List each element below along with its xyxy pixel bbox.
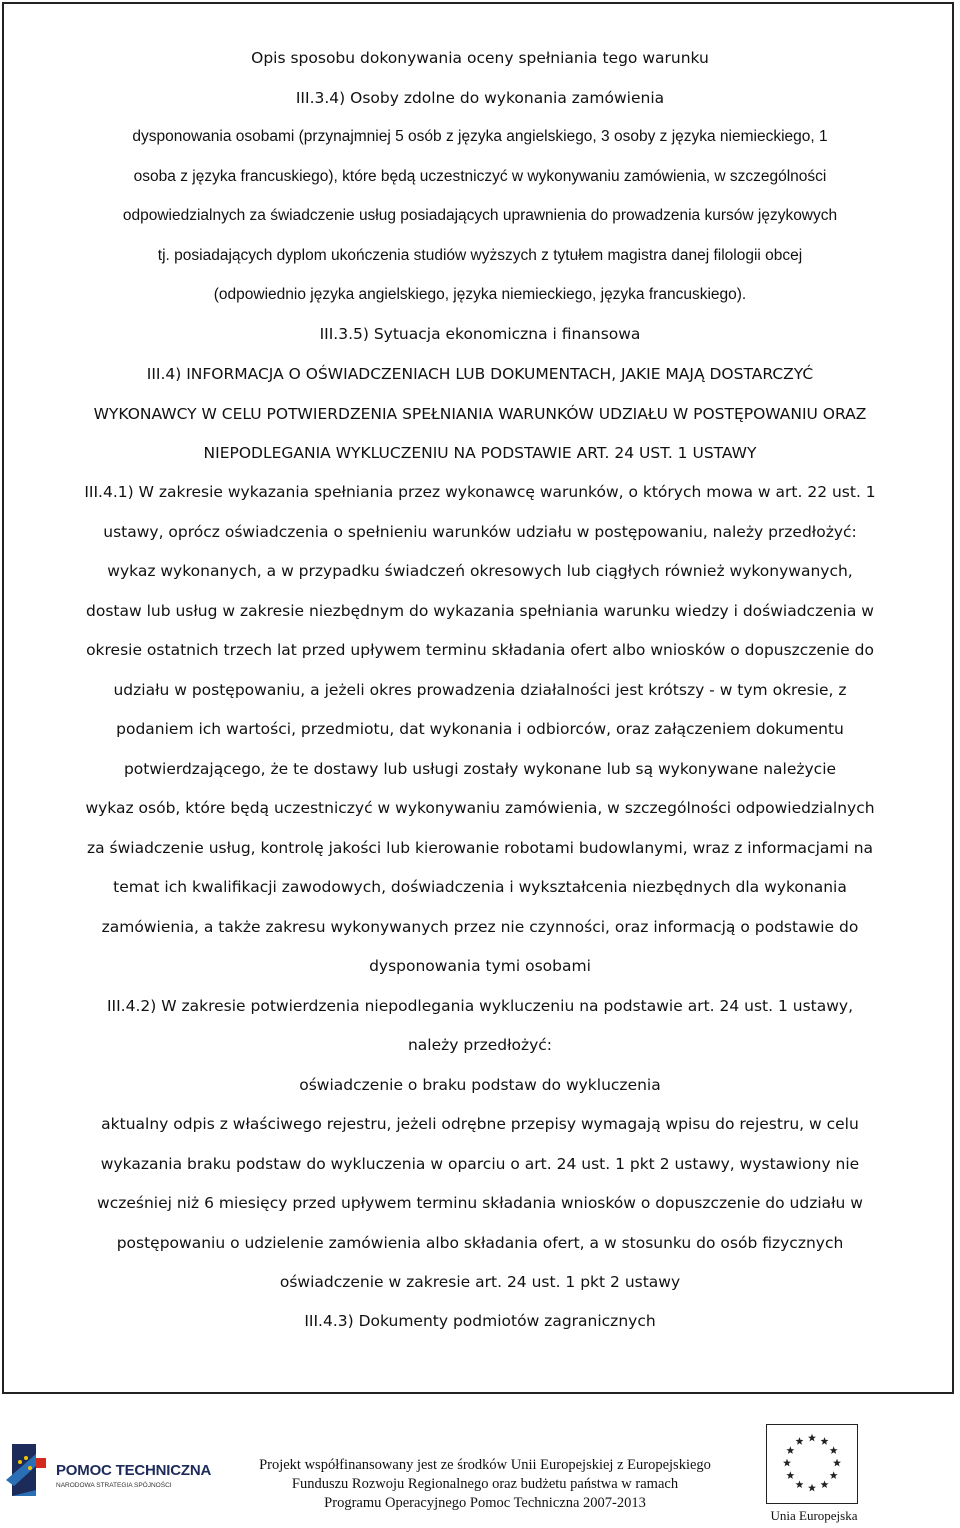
section-heading: III.3.5) Sytuacja ekonomiczna i finansowa: [319, 325, 641, 343]
section-heading: III.4.2) W zakresie potwierdzenia niepodlegania wykluczeniu na podstawie art. 24 ust. 1 ustawy,: [106, 997, 854, 1015]
text-line: tj. posiadających dyplom ukończenia studiów wyższych z tytułem magistra danej filologii obcej: [157, 247, 803, 264]
text-line: odpowiedzialnych za świadczenie usług posiadających uprawnienia do prowadzenia kursów językowych: [122, 207, 838, 224]
text-line: aktualny odpis z właściwego rejestru, jeżeli odrębne przepisy wymagają wpisu do rejestru, w celu: [101, 1115, 859, 1133]
eu-star-icon: [821, 1480, 829, 1488]
text-line: (odpowiednio języka angielskiego, języka niemieckiego, języka francuskiego).: [213, 286, 747, 303]
funding-note-line: Funduszu Rozwoju Regionalnego oraz budżetu państwa w ramach: [291, 1476, 679, 1492]
text-line: oświadczenie w zakresie art. 24 ust. 1 pkt 2 ustawy: [279, 1273, 681, 1291]
text-line: wcześniej niż 6 miesięcy przed upływem terminu składania wniosków o dopuszczenie do udziału w: [97, 1194, 863, 1212]
section-heading: III.4.1) W zakresie wykazania spełniania przez wykonawcę warunków, o których mowa w art. 22 ust. 1: [84, 483, 876, 501]
section-heading: WYKONAWCY W CELU POTWIERDZENIA SPEŁNIANIA WARUNKÓW UDZIAŁU W POSTĘPOWANIU ORAZ: [93, 405, 867, 423]
pomoc-techniczna-logo: [6, 1440, 212, 1502]
eu-star-icon: [783, 1459, 791, 1467]
eu-star-icon: [821, 1437, 829, 1445]
pomoc-techniczna-logo-icon: [6, 1440, 50, 1502]
text-line: oświadczenie o braku podstaw do wykluczenia: [299, 1076, 661, 1094]
section-heading: III.4) INFORMACJA O OŚWIADCZENIACH LUB DOKUMENTACH, JAKIE MAJĄ DOSTARCZYĆ: [146, 365, 814, 383]
funding-note-line: Programu Operacyjnego Pomoc Techniczna 2007-2013: [324, 1495, 646, 1511]
text-line: udziału w postępowaniu, a jeżeli okres prowadzenia działalności jest krótszy - w tym okresie, z: [113, 681, 847, 699]
text-line: osoba z języka francuskiego), które będą uczestniczyć w wykonywaniu zamówienia, w szczególności: [133, 168, 827, 185]
eu-star-icon: [808, 1434, 816, 1442]
text-line: ustawy, oprócz oświadczenia o spełnieniu warunków udziału w postępowaniu, należy przedłożyć:: [103, 523, 857, 541]
eu-label: Unia Europejska: [770, 1508, 858, 1523]
text-line: dysponowania tymi osobami: [369, 957, 591, 975]
section-heading: NIEPODLEGANIA WYKLUCZENIU NA PODSTAWIE ART. 24 UST. 1 USTAWY: [203, 444, 757, 462]
eu-star-icon: [833, 1459, 841, 1467]
section-heading: III.4.3) Dokumenty podmiotów zagranicznych: [304, 1312, 656, 1330]
funding-note-line: Projekt współfinansowany jest ze środków Unii Europejskiej z Europejskiego: [259, 1457, 711, 1473]
logo-subtitle: NARODOWA STRATEGIA SPÓJNOŚCI: [56, 1482, 172, 1489]
text-line: wykaz wykonanych, a w przypadku świadczeń okresowych lub ciągłych również wykonywanych,: [107, 562, 853, 580]
eu-star-icon: [830, 1471, 838, 1479]
eu-star-icon: [786, 1471, 794, 1479]
text-line: dysponowania osobami (przynajmniej 5 osób z języka angielskiego, 3 osoby z języka niemieckiego, 1: [132, 128, 828, 145]
eu-star-icon: [830, 1446, 838, 1454]
eu-star-icon: [786, 1446, 794, 1454]
text-line: Opis sposobu dokonywania oceny spełniania tego warunku: [251, 49, 709, 67]
text-line: potwierdzającego, że te dostawy lub usługi zostały wykonane lub są wykonywane należycie: [123, 760, 837, 778]
section-heading: III.3.4) Osoby zdolne do wykonania zamówienia: [295, 89, 665, 107]
text-line: wykaz osób, które będą uczestniczyć w wykonywaniu zamówienia, w szczególności odpowiedzialnych: [85, 799, 875, 817]
text-line: temat ich kwalifikacji zawodowych, doświadczenia i wykształcenia niezbędnych dla wykonania: [113, 878, 847, 896]
eu-star-icon: [796, 1437, 804, 1445]
text-line: podaniem ich wartości, przedmiotu, dat wykonania i odbiorców, oraz załączeniem dokumentu: [116, 720, 844, 738]
eu-star-icon: [796, 1480, 804, 1488]
text-line: zamówienia, a także zakresu wykonywanych przez nie czynności, oraz informacją o podstawie do: [101, 918, 859, 936]
eu-stars-icon: [767, 1425, 857, 1503]
text-line: za świadczenie usług, kontrolę jakości lub kierowanie robotami budowlanymi, wraz z informacjami na: [86, 839, 874, 857]
text-line: należy przedłożyć:: [407, 1036, 553, 1054]
text-line: dostaw lub usług w zakresie niezbędnym do wykazania spełniania warunku wiedzy i doświadczenia w: [86, 602, 874, 620]
logo-name: POMOC TECHNICZNA: [56, 1462, 212, 1479]
text-line: wykazania braku podstaw do wykluczenia w oparciu o art. 24 ust. 1 pkt 2 ustawy, wystawiony nie: [100, 1155, 860, 1173]
eu-star-icon: [808, 1484, 816, 1492]
text-line: postępowaniu o udzielenie zamówienia albo składania ofert, a w stosunku do osób fizycznych: [116, 1234, 844, 1252]
eu-flag-icon: [766, 1424, 858, 1504]
text-line: okresie ostatnich trzech lat przed upływem terminu składania ofert albo wniosków o dopuszczenie do: [86, 641, 874, 659]
